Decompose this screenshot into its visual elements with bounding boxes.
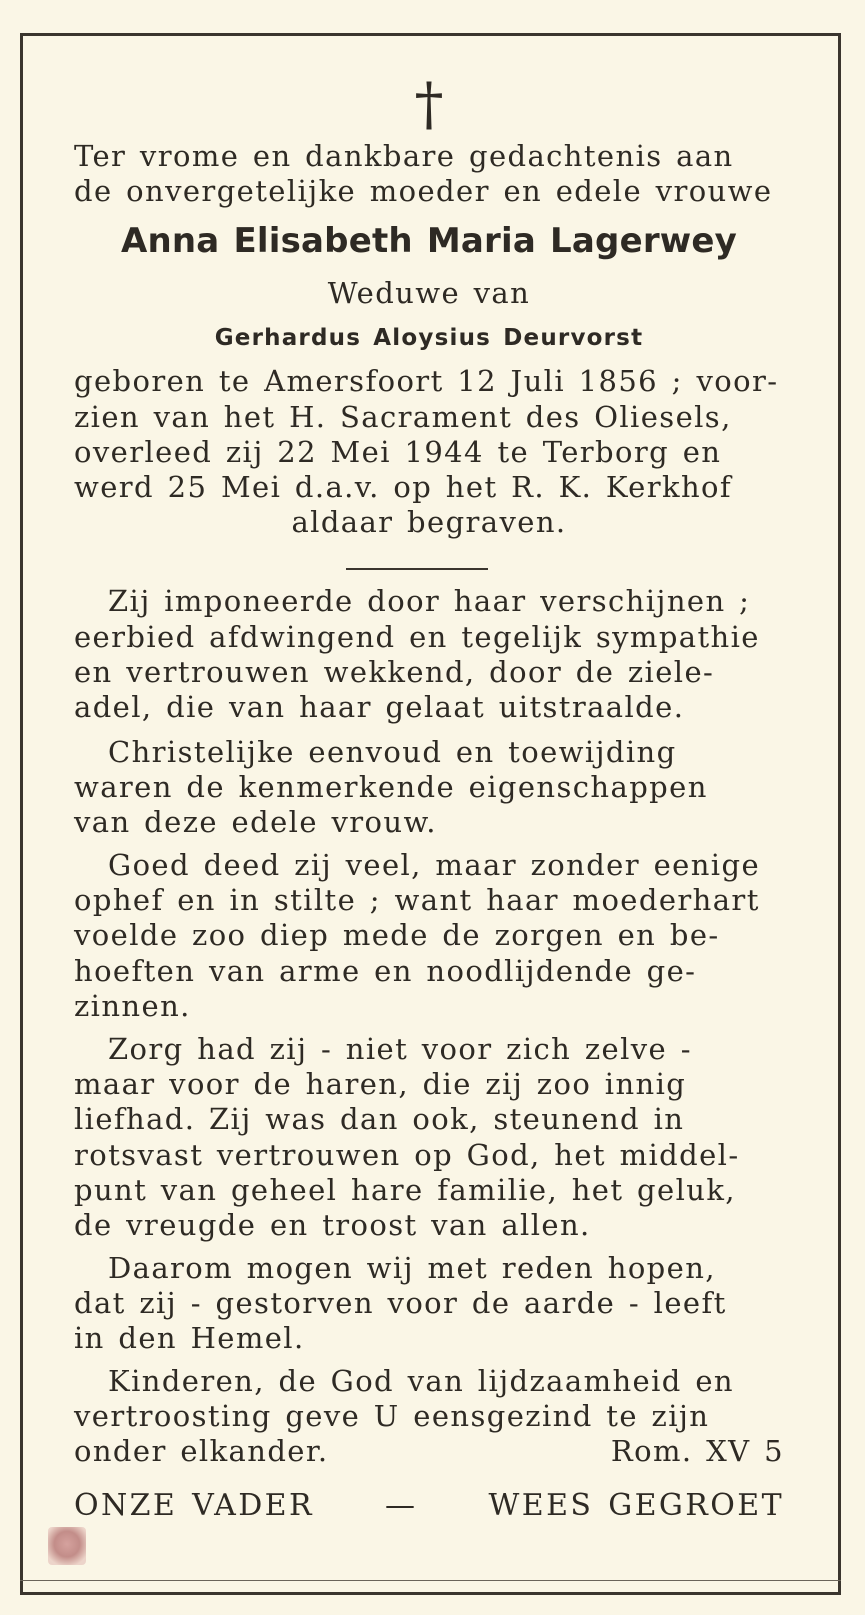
paragraph-line: rotsvast vertrouwen op God, het middel- <box>74 1138 740 1172</box>
paragraph-line: adel, die van haar gelaat uitstraalde. <box>74 690 685 724</box>
intro-text: de onvergetelijke moeder en edele vrouwe <box>74 174 773 208</box>
bottom-inner-border <box>20 1580 841 1581</box>
section-divider <box>346 568 488 570</box>
top-border <box>20 33 841 36</box>
paragraph-line: Kinderen, de God van lijdzaamheid en <box>108 1364 735 1398</box>
deceased-name: Anna Elisabeth Maria Lagerwey <box>120 221 738 261</box>
cross-icon: † <box>414 70 444 138</box>
paragraph-line: Goed deed zij veel, maar zonder eenige <box>108 848 761 882</box>
paragraph-line: hoeften van arme en noodlijdende ge- <box>74 954 697 988</box>
prayer-line <box>74 1488 784 1524</box>
paragraph-line: eerbied afdwingend en tegelijk sympathie <box>74 620 760 654</box>
intro-line-1 <box>74 138 784 174</box>
paragraph-line: liefhad. Zij was dan ook, steunend in <box>74 1102 685 1136</box>
paragraph-line: van deze edele vrouw. <box>74 805 437 839</box>
biography-line: overleed zij 22 Mei 1944 te Terborg en <box>74 435 722 469</box>
paragraph-line: Zorg had zij - niet voor zich zelve - <box>108 1032 692 1066</box>
paragraph-line: voelde zoo diep mede de zorgen en be- <box>74 918 720 952</box>
paragraph-line: in den Hemel. <box>74 1321 305 1355</box>
intro-text: Ter vrome en dankbare gedachtenis aan <box>74 139 734 173</box>
closing-line <box>74 1433 784 1469</box>
paragraph-line: Daarom mogen wij met reden hopen, <box>108 1251 716 1285</box>
stamp-icon <box>48 1527 86 1565</box>
biography-line: werd 25 Mei d.a.v. op het R. K. Kerkhof <box>74 470 733 504</box>
paragraph-line: zinnen. <box>74 989 191 1023</box>
paragraph-line: Christelijke eenvoud en toewijding <box>108 735 677 769</box>
husband-name: Gerhardus Aloysius Deurvorst <box>214 325 644 351</box>
paragraph-line: vertroosting geve U eensgezind te zijn <box>74 1399 710 1433</box>
closing-text: onder elkander. <box>74 1434 329 1468</box>
paragraph-line: maar voor de haren, die zij zoo innig <box>74 1067 687 1101</box>
paragraph-line: punt van geheel hare familie, het geluk, <box>74 1173 736 1207</box>
biography-line: geboren te Amersfoort 12 Juli 1856 ; voor- <box>74 364 779 398</box>
paragraph-line: dat zij - gestorven voor de aarde - leeft <box>74 1286 727 1320</box>
intro-line-2 <box>74 173 784 209</box>
bible-citation: Rom. XV 5 <box>610 1434 784 1468</box>
paragraph-line: ophef en in stilte ; want haar moederhart <box>74 883 760 917</box>
biography-line: zien van het H. Sacrament des Oliesels, <box>74 400 732 434</box>
paragraph-line: de vreugde en troost van allen. <box>74 1208 591 1242</box>
paragraph-line: waren de kenmerkende eigenschappen <box>74 770 708 804</box>
prayer-our-father: ONZE VADER <box>74 1488 314 1523</box>
paragraph-line: en vertrouwen wekkend, door de ziele- <box>74 655 715 689</box>
left-border <box>20 33 23 1595</box>
bottom-border <box>20 1592 841 1595</box>
prayer-hail-mary: WEES GEGROET <box>488 1488 784 1523</box>
right-border <box>838 33 841 1595</box>
paragraph-line: Zij imponeerde door haar verschijnen ; <box>108 584 751 618</box>
prayer-dash: — <box>385 1488 418 1523</box>
biography-line: aldaar begraven. <box>291 505 567 539</box>
widow-of-label: Weduwe van <box>327 276 531 310</box>
